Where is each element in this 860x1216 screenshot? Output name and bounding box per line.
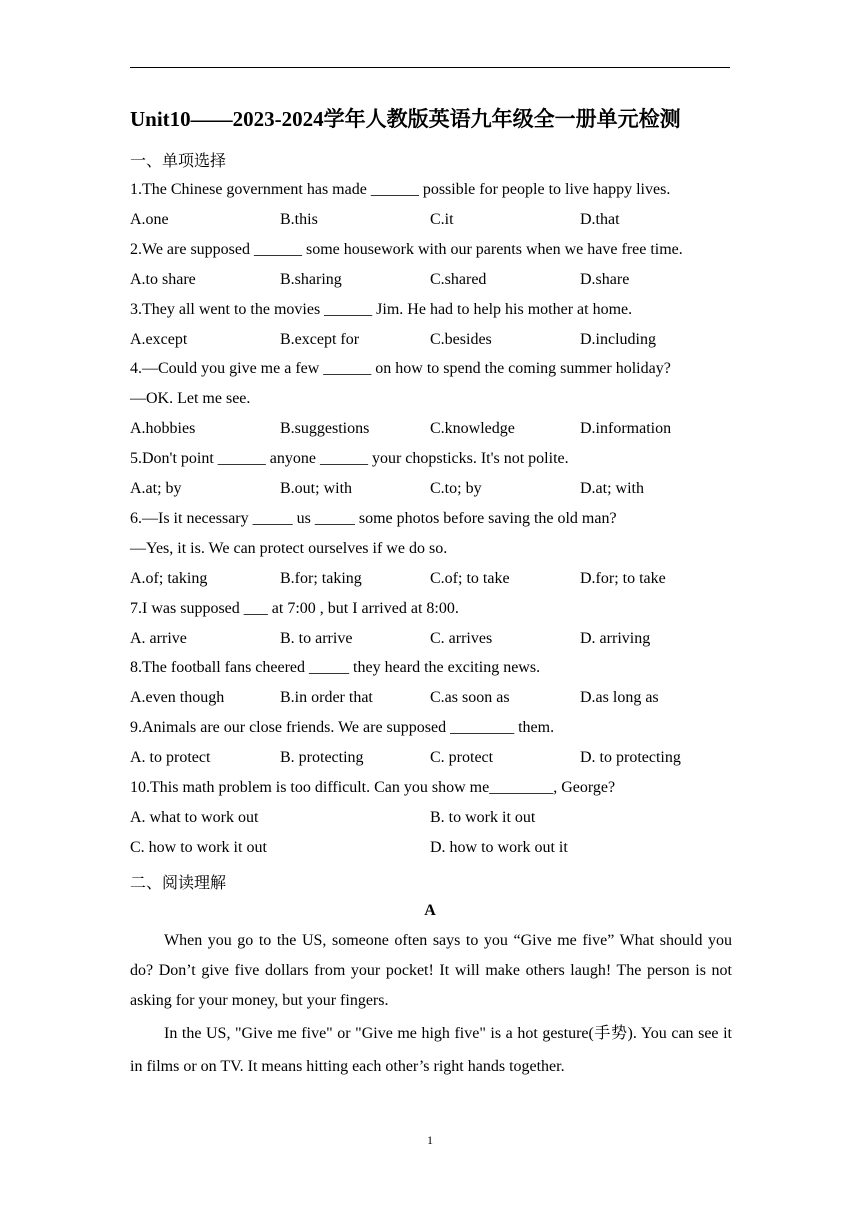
option-8c: C.as soon as xyxy=(430,689,510,706)
option-6b: B.for; taking xyxy=(280,570,362,587)
option-5c: C.to; by xyxy=(430,480,482,497)
option-3b: B.except for xyxy=(280,331,360,348)
section-heading-choice: 一、单项选择 xyxy=(130,153,227,170)
option-8b: B.in order that xyxy=(280,689,373,706)
option-7c: C. arrives xyxy=(430,630,493,647)
option-6a: A.of; taking xyxy=(130,570,208,587)
option-9b: B. protecting xyxy=(280,749,364,766)
option-5a: A.at; by xyxy=(130,480,182,497)
option-10c: C. how to work it out xyxy=(130,839,267,856)
question-7: 7.I was supposed ___ at 7:00 , but I arrived at 8:00. xyxy=(130,600,459,617)
question-6-reply: —Yes, it is. We can protect ourselves if we do so. xyxy=(130,540,448,557)
option-2b: B.sharing xyxy=(280,271,342,288)
question-8: 8.The football fans cheered _____ they heard the exciting news. xyxy=(130,659,541,676)
question-4-reply: —OK. Let me see. xyxy=(130,390,251,407)
option-5d: D.at; with xyxy=(580,480,644,497)
option-3a: A.except xyxy=(130,331,188,348)
section-heading-reading: 二、阅读理解 xyxy=(130,875,227,892)
option-8a: A.even though xyxy=(130,689,225,706)
option-1a: A.one xyxy=(130,211,169,228)
option-2c: C.shared xyxy=(430,271,487,288)
option-1b: B.this xyxy=(280,211,318,228)
passage-label: A xyxy=(424,902,436,919)
question-9: 9.Animals are our close friends. We are supposed ________ them. xyxy=(130,719,555,736)
option-1c: C.it xyxy=(430,211,454,228)
option-9d: D. to protecting xyxy=(580,749,681,766)
option-10d: D. how to work out it xyxy=(430,839,568,856)
passage-paragraph-1: When you go to the US, someone often says to you “Give me five” What should you do? Don’t give five dollars from your pocket! It will make others laugh! The person is not asking for your money, but your fingers. xyxy=(130,932,732,1009)
option-10b: B. to work it out xyxy=(430,809,536,826)
option-3d: D.including xyxy=(580,331,656,348)
question-10: 10.This math problem is too difficult. Can you show me________, George? xyxy=(130,779,616,796)
question-1: 1.The Chinese government has made ______ possible for people to live happy lives. xyxy=(130,181,671,198)
option-2a: A.to share xyxy=(130,271,196,288)
question-4: 4.—Could you give me a few ______ on how to spend the coming summer holiday? xyxy=(130,360,671,377)
option-5b: B.out; with xyxy=(280,480,353,497)
question-2: 2.We are supposed ______ some housework with our parents when we have free time. xyxy=(130,241,683,258)
question-5: 5.Don't point ______ anyone ______ your chopsticks. It's not polite. xyxy=(130,450,569,467)
header-rule xyxy=(130,67,730,68)
option-4a: A.hobbies xyxy=(130,420,196,437)
option-9a: A. to protect xyxy=(130,749,211,766)
option-4c: C.knowledge xyxy=(430,420,515,437)
passage-paragraph-2: In the US, "Give me five" or "Give me high five" is a hot gesture(手势). You can see it in films or on TV. It means hitting each other’s right hands together. xyxy=(130,1025,732,1075)
option-4b: B.suggestions xyxy=(280,420,370,437)
option-7d: D. arriving xyxy=(580,630,651,647)
option-3c: C.besides xyxy=(430,331,492,348)
option-1d: D.that xyxy=(580,211,620,228)
page-number: 1 xyxy=(427,1133,433,1147)
option-8d: D.as long as xyxy=(580,689,659,706)
option-6c: C.of; to take xyxy=(430,570,510,587)
option-10a: A. what to work out xyxy=(130,809,259,826)
question-3: 3.They all went to the movies ______ Jim. He had to help his mother at home. xyxy=(130,301,633,318)
option-9c: C. protect xyxy=(430,749,494,766)
question-6: 6.—Is it necessary _____ us _____ some photos before saving the old man? xyxy=(130,510,617,527)
option-6d: D.for; to take xyxy=(580,570,666,587)
option-7b: B. to arrive xyxy=(280,630,353,647)
document-title: Unit10——2023-2024学年人教版英语九年级全一册单元检测 xyxy=(130,107,681,131)
option-2d: D.share xyxy=(580,271,630,288)
option-7a: A. arrive xyxy=(130,630,187,647)
option-4d: D.information xyxy=(580,420,672,437)
